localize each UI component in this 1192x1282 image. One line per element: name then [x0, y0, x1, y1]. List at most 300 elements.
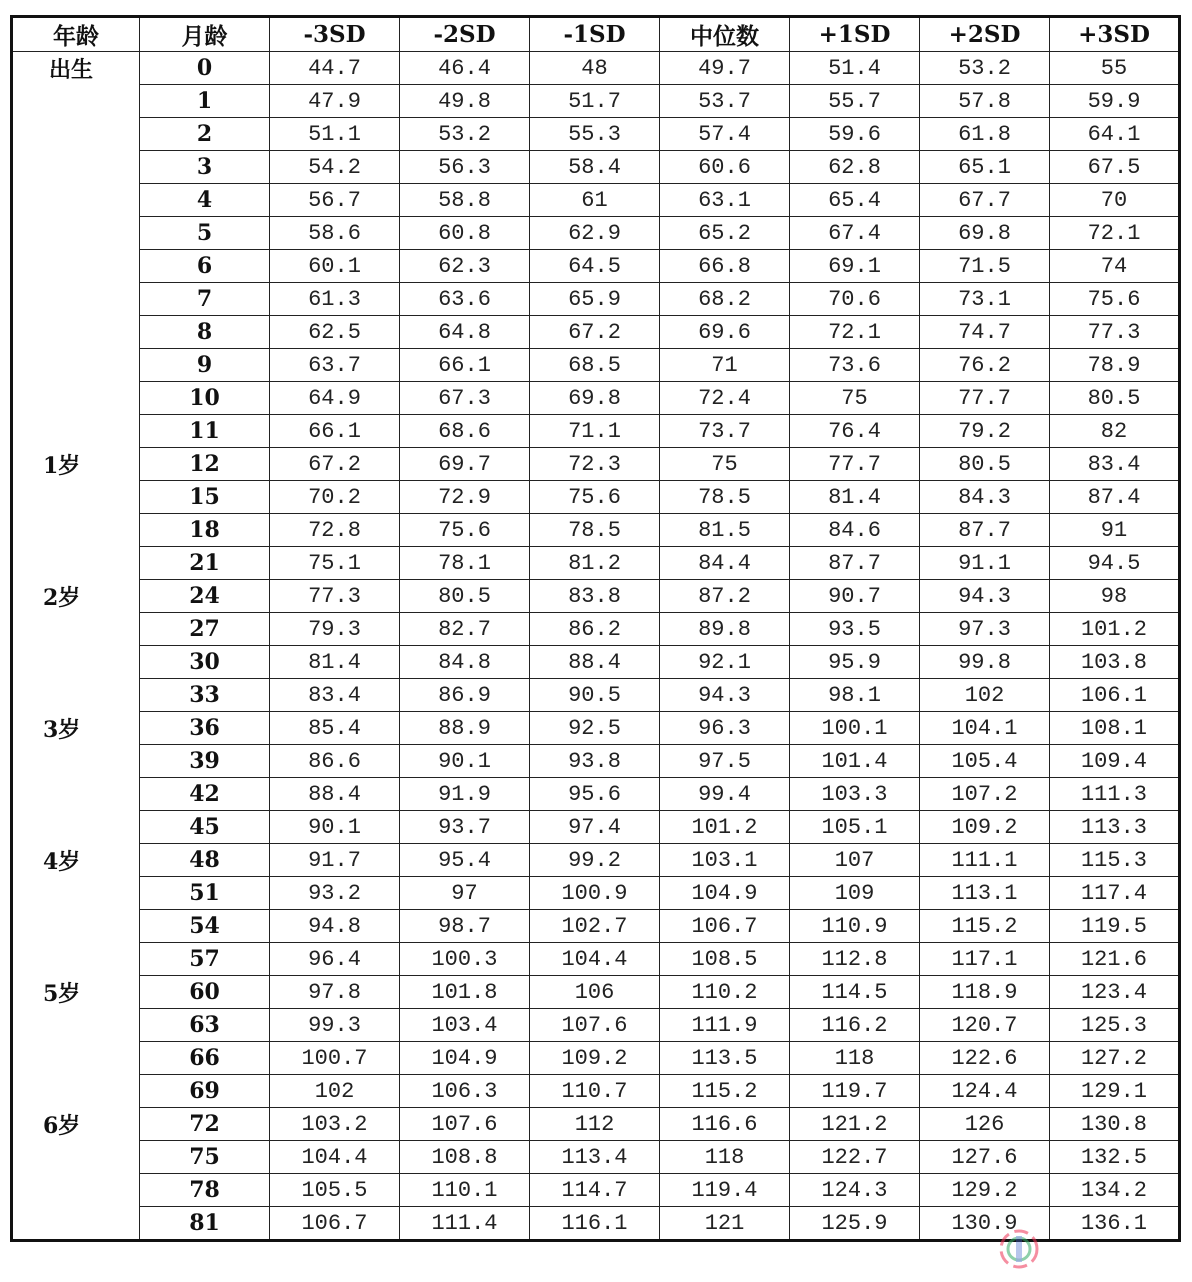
month-age-cell: 4 [140, 184, 270, 217]
value-cell: 81.4 [790, 481, 920, 514]
value-cell: 72.8 [270, 514, 400, 547]
value-cell: 109.2 [530, 1042, 660, 1075]
month-age-cell: 48 [140, 844, 270, 877]
value-cell: 97.8 [270, 976, 400, 1009]
value-cell: 68.6 [400, 415, 530, 448]
header-plus-2sd: +2SD [920, 17, 1050, 52]
age-group-cell [12, 250, 140, 283]
value-cell: 51.1 [270, 118, 400, 151]
value-cell: 90.5 [530, 679, 660, 712]
value-cell: 99.3 [270, 1009, 400, 1042]
table-row [12, 316, 1180, 349]
value-cell: 61 [530, 184, 660, 217]
value-cell: 99.4 [660, 778, 790, 811]
value-cell: 104.1 [920, 712, 1050, 745]
value-cell: 59.6 [790, 118, 920, 151]
value-cell: 87.4 [1050, 481, 1180, 514]
month-age-cell: 39 [140, 745, 270, 778]
value-cell: 92.5 [530, 712, 660, 745]
month-age-cell: 8 [140, 316, 270, 349]
value-cell: 132.5 [1050, 1141, 1180, 1174]
header-minus-3sd: -3SD [270, 17, 400, 52]
month-age-cell: 42 [140, 778, 270, 811]
value-cell: 64.9 [270, 382, 400, 415]
table-row [12, 778, 1180, 811]
table-row [12, 118, 1180, 151]
value-cell: 125.9 [790, 1207, 920, 1241]
value-cell: 100.3 [400, 943, 530, 976]
value-cell: 93.2 [270, 877, 400, 910]
month-age-cell: 33 [140, 679, 270, 712]
value-cell: 97.3 [920, 613, 1050, 646]
value-cell: 65.1 [920, 151, 1050, 184]
value-cell: 71.1 [530, 415, 660, 448]
value-cell: 95.6 [530, 778, 660, 811]
value-cell: 100.7 [270, 1042, 400, 1075]
table-row [12, 382, 1180, 415]
value-cell: 65.9 [530, 283, 660, 316]
value-cell: 105.1 [790, 811, 920, 844]
value-cell: 70.6 [790, 283, 920, 316]
value-cell: 77.7 [920, 382, 1050, 415]
header-minus-1sd: -1SD [530, 17, 660, 52]
value-cell: 62.9 [530, 217, 660, 250]
value-cell: 117.1 [920, 943, 1050, 976]
value-cell: 115.3 [1050, 844, 1180, 877]
value-cell: 51.4 [790, 52, 920, 85]
value-cell: 107.6 [400, 1108, 530, 1141]
value-cell: 89.8 [660, 613, 790, 646]
value-cell: 72.1 [1050, 217, 1180, 250]
value-cell: 110.9 [790, 910, 920, 943]
value-cell: 96.3 [660, 712, 790, 745]
age-group-cell: 出生 [12, 52, 140, 85]
value-cell: 67.2 [270, 448, 400, 481]
value-cell: 101.4 [790, 745, 920, 778]
value-cell: 64.1 [1050, 118, 1180, 151]
age-group-cell: 1岁 [12, 448, 140, 481]
month-age-cell: 18 [140, 514, 270, 547]
value-cell: 65.4 [790, 184, 920, 217]
table-row [12, 1042, 1180, 1075]
month-age-cell: 30 [140, 646, 270, 679]
table-header-row [12, 17, 1180, 52]
table-row [12, 547, 1180, 580]
value-cell: 80.5 [920, 448, 1050, 481]
value-cell: 130.8 [1050, 1108, 1180, 1141]
table-row [12, 1009, 1180, 1042]
month-age-cell: 66 [140, 1042, 270, 1075]
month-age-cell: 0 [140, 52, 270, 85]
value-cell: 112.8 [790, 943, 920, 976]
value-cell: 101.2 [660, 811, 790, 844]
value-cell: 59.9 [1050, 85, 1180, 118]
value-cell: 118 [790, 1042, 920, 1075]
value-cell: 99.8 [920, 646, 1050, 679]
age-group-cell [12, 877, 140, 910]
value-cell: 116.2 [790, 1009, 920, 1042]
value-cell: 104.4 [270, 1141, 400, 1174]
value-cell: 91 [1050, 514, 1180, 547]
value-cell: 46.4 [400, 52, 530, 85]
month-age-cell: 21 [140, 547, 270, 580]
value-cell: 73.1 [920, 283, 1050, 316]
value-cell: 136.1 [1050, 1207, 1180, 1241]
age-group-cell [12, 283, 140, 316]
value-cell: 115.2 [660, 1075, 790, 1108]
value-cell: 115.2 [920, 910, 1050, 943]
month-age-cell: 81 [140, 1207, 270, 1241]
value-cell: 68.5 [530, 349, 660, 382]
value-cell: 47.9 [270, 85, 400, 118]
value-cell: 106.7 [270, 1207, 400, 1241]
value-cell: 100.1 [790, 712, 920, 745]
value-cell: 121.6 [1050, 943, 1180, 976]
value-cell: 125.3 [1050, 1009, 1180, 1042]
value-cell: 111.3 [1050, 778, 1180, 811]
value-cell: 78.5 [530, 514, 660, 547]
month-age-cell: 60 [140, 976, 270, 1009]
value-cell: 79.2 [920, 415, 1050, 448]
value-cell: 75.6 [400, 514, 530, 547]
value-cell: 81.2 [530, 547, 660, 580]
value-cell: 55 [1050, 52, 1180, 85]
value-cell: 110.1 [400, 1174, 530, 1207]
table-row [12, 184, 1180, 217]
age-group-cell [12, 316, 140, 349]
month-age-cell: 24 [140, 580, 270, 613]
table-row [12, 679, 1180, 712]
value-cell: 124.3 [790, 1174, 920, 1207]
age-group-cell [12, 1141, 140, 1174]
value-cell: 104.4 [530, 943, 660, 976]
value-cell: 56.3 [400, 151, 530, 184]
value-cell: 94.8 [270, 910, 400, 943]
value-cell: 104.9 [660, 877, 790, 910]
value-cell: 62.5 [270, 316, 400, 349]
value-cell: 111.4 [400, 1207, 530, 1241]
age-group-cell: 4岁 [12, 844, 140, 877]
table-row [12, 811, 1180, 844]
month-age-cell: 11 [140, 415, 270, 448]
value-cell: 90.7 [790, 580, 920, 613]
value-cell: 73.6 [790, 349, 920, 382]
month-age-cell: 72 [140, 1108, 270, 1141]
header-minus-2sd: -2SD [400, 17, 530, 52]
age-group-cell [12, 1174, 140, 1207]
month-age-cell: 9 [140, 349, 270, 382]
value-cell: 83.4 [270, 679, 400, 712]
value-cell: 69.8 [920, 217, 1050, 250]
value-cell: 67.4 [790, 217, 920, 250]
value-cell: 49.8 [400, 85, 530, 118]
value-cell: 105.5 [270, 1174, 400, 1207]
value-cell: 86.6 [270, 745, 400, 778]
value-cell: 102 [270, 1075, 400, 1108]
table-row [12, 712, 1180, 745]
month-age-cell: 51 [140, 877, 270, 910]
value-cell: 121 [660, 1207, 790, 1241]
value-cell: 98.7 [400, 910, 530, 943]
value-cell: 74 [1050, 250, 1180, 283]
value-cell: 75 [790, 382, 920, 415]
age-group-cell [12, 1075, 140, 1108]
value-cell: 84.4 [660, 547, 790, 580]
value-cell: 106.3 [400, 1075, 530, 1108]
value-cell: 67.7 [920, 184, 1050, 217]
value-cell: 95.4 [400, 844, 530, 877]
age-group-cell [12, 217, 140, 250]
value-cell: 91.1 [920, 547, 1050, 580]
value-cell: 78.9 [1050, 349, 1180, 382]
value-cell: 70.2 [270, 481, 400, 514]
value-cell: 109 [790, 877, 920, 910]
value-cell: 83.8 [530, 580, 660, 613]
value-cell: 129.1 [1050, 1075, 1180, 1108]
value-cell: 130.9 [920, 1207, 1050, 1241]
table-row [12, 1108, 1180, 1141]
value-cell: 93.5 [790, 613, 920, 646]
value-cell: 98.1 [790, 679, 920, 712]
value-cell: 113.1 [920, 877, 1050, 910]
value-cell: 102 [920, 679, 1050, 712]
age-group-cell [12, 679, 140, 712]
value-cell: 112 [530, 1108, 660, 1141]
value-cell: 75.6 [1050, 283, 1180, 316]
value-cell: 117.4 [1050, 877, 1180, 910]
value-cell: 67.2 [530, 316, 660, 349]
value-cell: 61.3 [270, 283, 400, 316]
value-cell: 127.2 [1050, 1042, 1180, 1075]
value-cell: 126 [920, 1108, 1050, 1141]
value-cell: 100.9 [530, 877, 660, 910]
value-cell: 129.2 [920, 1174, 1050, 1207]
value-cell: 122.7 [790, 1141, 920, 1174]
value-cell: 101.2 [1050, 613, 1180, 646]
value-cell: 69.8 [530, 382, 660, 415]
value-cell: 62.8 [790, 151, 920, 184]
value-cell: 78.5 [660, 481, 790, 514]
value-cell: 118 [660, 1141, 790, 1174]
value-cell: 104.9 [400, 1042, 530, 1075]
age-group-cell [12, 778, 140, 811]
header-plus-1sd: +1SD [790, 17, 920, 52]
month-age-cell: 5 [140, 217, 270, 250]
value-cell: 114.5 [790, 976, 920, 1009]
value-cell: 82.7 [400, 613, 530, 646]
value-cell: 116.6 [660, 1108, 790, 1141]
value-cell: 76.4 [790, 415, 920, 448]
value-cell: 124.4 [920, 1075, 1050, 1108]
month-age-cell: 15 [140, 481, 270, 514]
value-cell: 87.2 [660, 580, 790, 613]
watermark-logo-icon [996, 1226, 1042, 1272]
value-cell: 57.4 [660, 118, 790, 151]
age-group-cell [12, 646, 140, 679]
value-cell: 105.4 [920, 745, 1050, 778]
table-row [12, 1141, 1180, 1174]
age-group-cell [12, 118, 140, 151]
age-group-cell [12, 910, 140, 943]
month-age-cell: 10 [140, 382, 270, 415]
value-cell: 114.7 [530, 1174, 660, 1207]
age-group-cell [12, 382, 140, 415]
value-cell: 92.1 [660, 646, 790, 679]
table-row [12, 349, 1180, 382]
month-age-cell: 57 [140, 943, 270, 976]
value-cell: 103.4 [400, 1009, 530, 1042]
value-cell: 69.7 [400, 448, 530, 481]
value-cell: 119.5 [1050, 910, 1180, 943]
table-row [12, 448, 1180, 481]
value-cell: 113.4 [530, 1141, 660, 1174]
month-age-cell: 54 [140, 910, 270, 943]
value-cell: 107 [790, 844, 920, 877]
value-cell: 77.3 [270, 580, 400, 613]
value-cell: 113.3 [1050, 811, 1180, 844]
value-cell: 123.4 [1050, 976, 1180, 1009]
table-row [12, 943, 1180, 976]
value-cell: 79.3 [270, 613, 400, 646]
table-row [12, 613, 1180, 646]
age-group-cell [12, 811, 140, 844]
value-cell: 63.7 [270, 349, 400, 382]
value-cell: 81.5 [660, 514, 790, 547]
value-cell: 90.1 [400, 745, 530, 778]
table-row [12, 52, 1180, 85]
header-plus-3sd: +3SD [1050, 17, 1180, 52]
value-cell: 134.2 [1050, 1174, 1180, 1207]
value-cell: 85.4 [270, 712, 400, 745]
age-group-cell [12, 1207, 140, 1241]
table-row [12, 415, 1180, 448]
value-cell: 94.5 [1050, 547, 1180, 580]
month-age-cell: 27 [140, 613, 270, 646]
value-cell: 91.9 [400, 778, 530, 811]
value-cell: 76.2 [920, 349, 1050, 382]
table-row [12, 85, 1180, 118]
month-age-cell: 69 [140, 1075, 270, 1108]
table-row [12, 976, 1180, 1009]
value-cell: 107.2 [920, 778, 1050, 811]
value-cell: 60.1 [270, 250, 400, 283]
value-cell: 67.5 [1050, 151, 1180, 184]
value-cell: 75 [660, 448, 790, 481]
month-age-cell: 7 [140, 283, 270, 316]
value-cell: 98 [1050, 580, 1180, 613]
value-cell: 87.7 [920, 514, 1050, 547]
value-cell: 62.3 [400, 250, 530, 283]
value-cell: 58.4 [530, 151, 660, 184]
age-group-cell: 3岁 [12, 712, 140, 745]
value-cell: 102.7 [530, 910, 660, 943]
value-cell: 60.6 [660, 151, 790, 184]
age-group-cell [12, 547, 140, 580]
age-group-cell [12, 1042, 140, 1075]
value-cell: 97 [400, 877, 530, 910]
value-cell: 78.1 [400, 547, 530, 580]
value-cell: 84.6 [790, 514, 920, 547]
value-cell: 74.7 [920, 316, 1050, 349]
value-cell: 64.8 [400, 316, 530, 349]
value-cell: 66.1 [270, 415, 400, 448]
value-cell: 48 [530, 52, 660, 85]
table-row [12, 745, 1180, 778]
table-row [12, 1174, 1180, 1207]
value-cell: 54.2 [270, 151, 400, 184]
value-cell: 127.6 [920, 1141, 1050, 1174]
value-cell: 111.1 [920, 844, 1050, 877]
value-cell: 81.4 [270, 646, 400, 679]
value-cell: 70 [1050, 184, 1180, 217]
month-age-cell: 6 [140, 250, 270, 283]
value-cell: 72.4 [660, 382, 790, 415]
table-body [12, 52, 1180, 1241]
table-row [12, 151, 1180, 184]
value-cell: 113.5 [660, 1042, 790, 1075]
value-cell: 80.5 [1050, 382, 1180, 415]
value-cell: 56.7 [270, 184, 400, 217]
value-cell: 69.6 [660, 316, 790, 349]
age-group-cell [12, 151, 140, 184]
table-row [12, 217, 1180, 250]
value-cell: 65.2 [660, 217, 790, 250]
value-cell: 88.4 [530, 646, 660, 679]
value-cell: 94.3 [660, 679, 790, 712]
value-cell: 95.9 [790, 646, 920, 679]
value-cell: 103.8 [1050, 646, 1180, 679]
value-cell: 71.5 [920, 250, 1050, 283]
value-cell: 53.2 [920, 52, 1050, 85]
value-cell: 119.7 [790, 1075, 920, 1108]
value-cell: 110.2 [660, 976, 790, 1009]
table-row [12, 580, 1180, 613]
value-cell: 88.4 [270, 778, 400, 811]
value-cell: 83.4 [1050, 448, 1180, 481]
value-cell: 73.7 [660, 415, 790, 448]
table-row [12, 877, 1180, 910]
value-cell: 86.2 [530, 613, 660, 646]
value-cell: 72.9 [400, 481, 530, 514]
value-cell: 119.4 [660, 1174, 790, 1207]
value-cell: 109.2 [920, 811, 1050, 844]
age-group-cell: 6岁 [12, 1108, 140, 1141]
value-cell: 60.8 [400, 217, 530, 250]
value-cell: 97.5 [660, 745, 790, 778]
value-cell: 75.6 [530, 481, 660, 514]
value-cell: 109.4 [1050, 745, 1180, 778]
value-cell: 58.8 [400, 184, 530, 217]
month-age-cell: 2 [140, 118, 270, 151]
value-cell: 82 [1050, 415, 1180, 448]
month-age-cell: 75 [140, 1141, 270, 1174]
age-group-cell [12, 349, 140, 382]
value-cell: 120.7 [920, 1009, 1050, 1042]
value-cell: 84.8 [400, 646, 530, 679]
value-cell: 101.8 [400, 976, 530, 1009]
value-cell: 84.3 [920, 481, 1050, 514]
table-row [12, 514, 1180, 547]
value-cell: 66.8 [660, 250, 790, 283]
value-cell: 108.1 [1050, 712, 1180, 745]
month-age-cell: 36 [140, 712, 270, 745]
value-cell: 68.2 [660, 283, 790, 316]
value-cell: 118.9 [920, 976, 1050, 1009]
age-group-cell: 2岁 [12, 580, 140, 613]
value-cell: 51.7 [530, 85, 660, 118]
value-cell: 49.7 [660, 52, 790, 85]
month-age-cell: 78 [140, 1174, 270, 1207]
